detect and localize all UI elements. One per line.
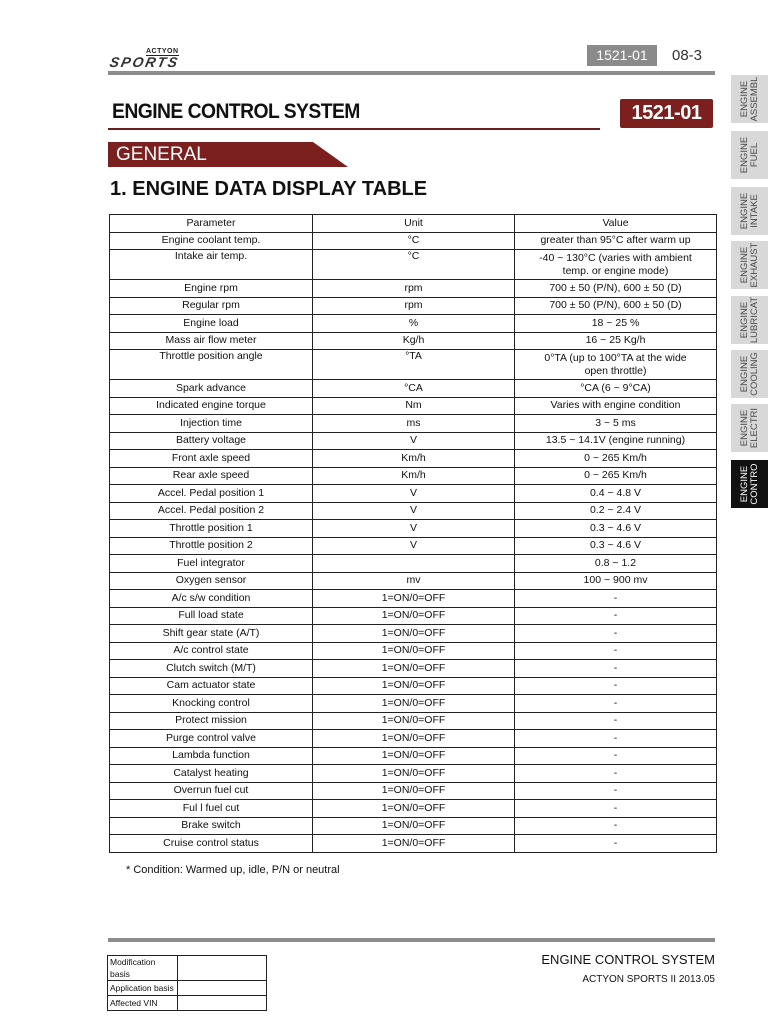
basis-row — [108, 956, 267, 981]
cell-unit: 1=ON/0=OFF — [313, 712, 515, 730]
cell-parameter: A/c s/w condition — [110, 590, 313, 608]
side-tab-5[interactable] — [731, 296, 768, 344]
cell-value: Varies with engine condition — [515, 397, 717, 415]
table-heading: 1. ENGINE DATA DISPLAY TABLE — [110, 178, 428, 200]
side-tab-label: ENGINE INTAKE — [738, 192, 760, 230]
table-row — [110, 350, 717, 380]
cell-parameter: Accel. Pedal position 1 — [110, 485, 313, 503]
cell-unit: °C — [313, 232, 515, 250]
cell-value: - — [515, 642, 717, 660]
basis-value — [178, 996, 267, 1011]
table-row — [110, 730, 717, 748]
cell-unit: 1=ON/0=OFF — [313, 747, 515, 765]
cell-parameter: Throttle position angle — [110, 350, 313, 380]
page-number: 08-3 — [672, 47, 703, 64]
table-row — [110, 297, 717, 315]
cell-parameter: Clutch switch (M/T) — [110, 660, 313, 678]
cell-parameter: A/c control state — [110, 642, 313, 660]
header-divider — [108, 71, 715, 75]
footer-divider — [108, 938, 715, 942]
cell-parameter: Intake air temp. — [110, 250, 313, 280]
cell-value: -40 ~ 130°C (varies with ambient temp. or engine mode) — [515, 250, 717, 280]
side-tab-7[interactable] — [731, 404, 768, 452]
cell-value: - — [515, 695, 717, 713]
side-tab-label: ENGINE LUBRICAT — [738, 296, 760, 344]
side-tab-8[interactable] — [731, 460, 768, 508]
table-row — [110, 782, 717, 800]
side-tab-label: ENGINE COOLING — [738, 352, 760, 396]
cell-parameter: Knocking control — [110, 695, 313, 713]
table-row — [110, 315, 717, 333]
cell-parameter: Throttle position 1 — [110, 520, 313, 538]
cell-unit: 1=ON/0=OFF — [313, 607, 515, 625]
table-row — [110, 677, 717, 695]
cell-value: 18 ~ 25 % — [515, 315, 717, 333]
table-row — [110, 280, 717, 298]
section-banner-label: GENERAL — [116, 144, 207, 165]
cell-value: - — [515, 607, 717, 625]
cell-value: - — [515, 800, 717, 818]
side-tab-6[interactable] — [731, 350, 768, 398]
table-row — [110, 590, 717, 608]
cell-unit: V — [313, 520, 515, 538]
footer-subtitle: ACTYON SPORTS II 2013.05 — [582, 974, 715, 985]
side-tab-1[interactable] — [731, 75, 768, 123]
table-row — [110, 332, 717, 350]
cell-unit: 1=ON/0=OFF — [313, 677, 515, 695]
side-tab-4[interactable] — [731, 241, 768, 289]
cell-value: - — [515, 677, 717, 695]
cell-parameter: Indicated engine torque — [110, 397, 313, 415]
cell-value: - — [515, 625, 717, 643]
table-row — [110, 625, 717, 643]
table-row — [110, 432, 717, 450]
table-header-row — [110, 215, 717, 233]
cell-value: 0.8 ~ 1.2 — [515, 555, 717, 573]
cell-unit: 1=ON/0=OFF — [313, 590, 515, 608]
table-row — [110, 520, 717, 538]
side-tab-label: ENGINE CONTRO — [738, 463, 760, 505]
section-banner — [108, 142, 348, 167]
cell-unit: ms — [313, 415, 515, 433]
brand-logo-top: ACTYON — [146, 48, 179, 55]
cell-parameter: Regular rpm — [110, 297, 313, 315]
cell-parameter: Front axle speed — [110, 450, 313, 468]
table-row — [110, 765, 717, 783]
basis-table — [107, 955, 267, 1011]
cell-unit: 1=ON/0=OFF — [313, 695, 515, 713]
footer-title: ENGINE CONTROL SYSTEM — [541, 952, 715, 967]
cell-value: 0.4 ~ 4.8 V — [515, 485, 717, 503]
table-row — [110, 712, 717, 730]
cell-value: 700 ± 50 (P/N), 600 ± 50 (D) — [515, 280, 717, 298]
cell-value: - — [515, 730, 717, 748]
brand-logo — [108, 48, 200, 68]
cell-unit: Km/h — [313, 450, 515, 468]
cell-unit: 1=ON/0=OFF — [313, 835, 515, 853]
header-unit: Unit — [313, 215, 515, 233]
cell-parameter: Cam actuator state — [110, 677, 313, 695]
table-row — [110, 397, 717, 415]
cell-unit: 1=ON/0=OFF — [313, 625, 515, 643]
cell-unit: °C — [313, 250, 515, 280]
cell-unit: 1=ON/0=OFF — [313, 730, 515, 748]
header-section-code: 1521-01 — [587, 45, 657, 66]
cell-value: 0°TA (up to 100°TA at the wide open throttle) — [515, 350, 717, 380]
cell-value: - — [515, 747, 717, 765]
table-row — [110, 485, 717, 503]
cell-unit: 1=ON/0=OFF — [313, 817, 515, 835]
cell-parameter: Engine rpm — [110, 280, 313, 298]
cell-unit: V — [313, 502, 515, 520]
cell-value: - — [515, 712, 717, 730]
cell-parameter: Accel. Pedal position 2 — [110, 502, 313, 520]
basis-label: Application basis — [108, 981, 178, 996]
cell-value: 0 ~ 265 Km/h — [515, 467, 717, 485]
table-row — [110, 537, 717, 555]
side-tab-label: ENGINE ELECTRI — [738, 407, 760, 449]
table-row — [110, 642, 717, 660]
cell-unit: Kg/h — [313, 332, 515, 350]
side-tab-label: ENGINE EXHAUST — [738, 242, 760, 288]
cell-parameter: Cruise control status — [110, 835, 313, 853]
side-tab-label: ENGINE ASSEMBL — [738, 76, 760, 122]
basis-row — [108, 981, 267, 996]
cell-parameter: Rear axle speed — [110, 467, 313, 485]
section-code-badge: 1521-01 — [620, 99, 713, 128]
cell-value: °CA (6 ~ 9°CA) — [515, 380, 717, 398]
side-tab-label: ENGINE FUEL — [738, 136, 760, 174]
table-row — [110, 800, 717, 818]
basis-body — [108, 956, 267, 1011]
cell-unit: °TA — [313, 350, 515, 380]
cell-value: - — [515, 782, 717, 800]
footnote: * Condition: Warmed up, idle, P/N or neutral — [126, 864, 340, 876]
cell-parameter: Purge control valve — [110, 730, 313, 748]
cell-unit: mv — [313, 572, 515, 590]
cell-unit: °CA — [313, 380, 515, 398]
cell-value: 0 ~ 265 Km/h — [515, 450, 717, 468]
table-row — [110, 502, 717, 520]
table-body — [110, 232, 717, 852]
cell-parameter: Lambda function — [110, 747, 313, 765]
cell-parameter: Spark advance — [110, 380, 313, 398]
cell-value: 13.5 ~ 14.1V (engine running) — [515, 432, 717, 450]
cell-unit: 1=ON/0=OFF — [313, 800, 515, 818]
table-row — [110, 250, 717, 280]
table-row — [110, 607, 717, 625]
page-title: ENGINE CONTROL SYSTEM — [112, 100, 360, 123]
table-row — [110, 835, 717, 853]
cell-value: - — [515, 765, 717, 783]
cell-parameter: Throttle position 2 — [110, 537, 313, 555]
cell-parameter: Protect mission — [110, 712, 313, 730]
cell-value: 700 ± 50 (P/N), 600 ± 50 (D) — [515, 297, 717, 315]
cell-parameter: Fuel integrator — [110, 555, 313, 573]
cell-value: greater than 95°C after warm up — [515, 232, 717, 250]
cell-unit: 1=ON/0=OFF — [313, 782, 515, 800]
table-row — [110, 232, 717, 250]
cell-unit: V — [313, 432, 515, 450]
cell-unit: 1=ON/0=OFF — [313, 642, 515, 660]
engine-data-table — [109, 214, 717, 853]
cell-parameter: Engine load — [110, 315, 313, 333]
cell-value: - — [515, 590, 717, 608]
cell-unit: rpm — [313, 280, 515, 298]
header-value: Value — [515, 215, 717, 233]
basis-label: Affected VIN — [108, 996, 178, 1011]
cell-value: 16 ~ 25 Kg/h — [515, 332, 717, 350]
cell-parameter: Brake switch — [110, 817, 313, 835]
table-row — [110, 415, 717, 433]
cell-parameter: Oxygen sensor — [110, 572, 313, 590]
table-row — [110, 380, 717, 398]
cell-unit: % — [313, 315, 515, 333]
cell-parameter: Full load state — [110, 607, 313, 625]
table-row — [110, 467, 717, 485]
cell-unit: rpm — [313, 297, 515, 315]
cell-value: 100 ~ 900 mv — [515, 572, 717, 590]
cell-parameter: Engine coolant temp. — [110, 232, 313, 250]
table-row — [110, 450, 717, 468]
table-row — [110, 695, 717, 713]
basis-value — [178, 981, 267, 996]
cell-unit — [313, 555, 515, 573]
cell-unit: 1=ON/0=OFF — [313, 765, 515, 783]
basis-value — [178, 956, 267, 981]
table-row — [110, 747, 717, 765]
basis-label: Modification basis — [108, 956, 178, 981]
cell-unit: V — [313, 537, 515, 555]
cell-value: 3 ~ 5 ms — [515, 415, 717, 433]
cell-unit: Nm — [313, 397, 515, 415]
table-row — [110, 817, 717, 835]
table-row — [110, 572, 717, 590]
cell-unit: 1=ON/0=OFF — [313, 660, 515, 678]
side-tab-2[interactable] — [731, 131, 768, 179]
brand-logo-main: SPORTS — [108, 54, 182, 70]
cell-parameter: Mass air flow meter — [110, 332, 313, 350]
cell-value: - — [515, 817, 717, 835]
cell-parameter: Ful l fuel cut — [110, 800, 313, 818]
table-row — [110, 660, 717, 678]
cell-parameter: Catalyst heating — [110, 765, 313, 783]
cell-parameter: Injection time — [110, 415, 313, 433]
cell-value: 0.3 ~ 4.6 V — [515, 520, 717, 538]
cell-value: 0.2 ~ 2.4 V — [515, 502, 717, 520]
cell-value: - — [515, 835, 717, 853]
cell-parameter: Overrun fuel cut — [110, 782, 313, 800]
basis-row — [108, 996, 267, 1011]
header-parameter: Parameter — [110, 215, 313, 233]
title-underline — [108, 128, 600, 130]
cell-parameter: Battery voltage — [110, 432, 313, 450]
cell-unit: Km/h — [313, 467, 515, 485]
cell-value: - — [515, 660, 717, 678]
table-row — [110, 555, 717, 573]
cell-parameter: Shift gear state (A/T) — [110, 625, 313, 643]
cell-value: 0.3 ~ 4.6 V — [515, 537, 717, 555]
cell-unit: V — [313, 485, 515, 503]
side-tab-3[interactable] — [731, 187, 768, 235]
